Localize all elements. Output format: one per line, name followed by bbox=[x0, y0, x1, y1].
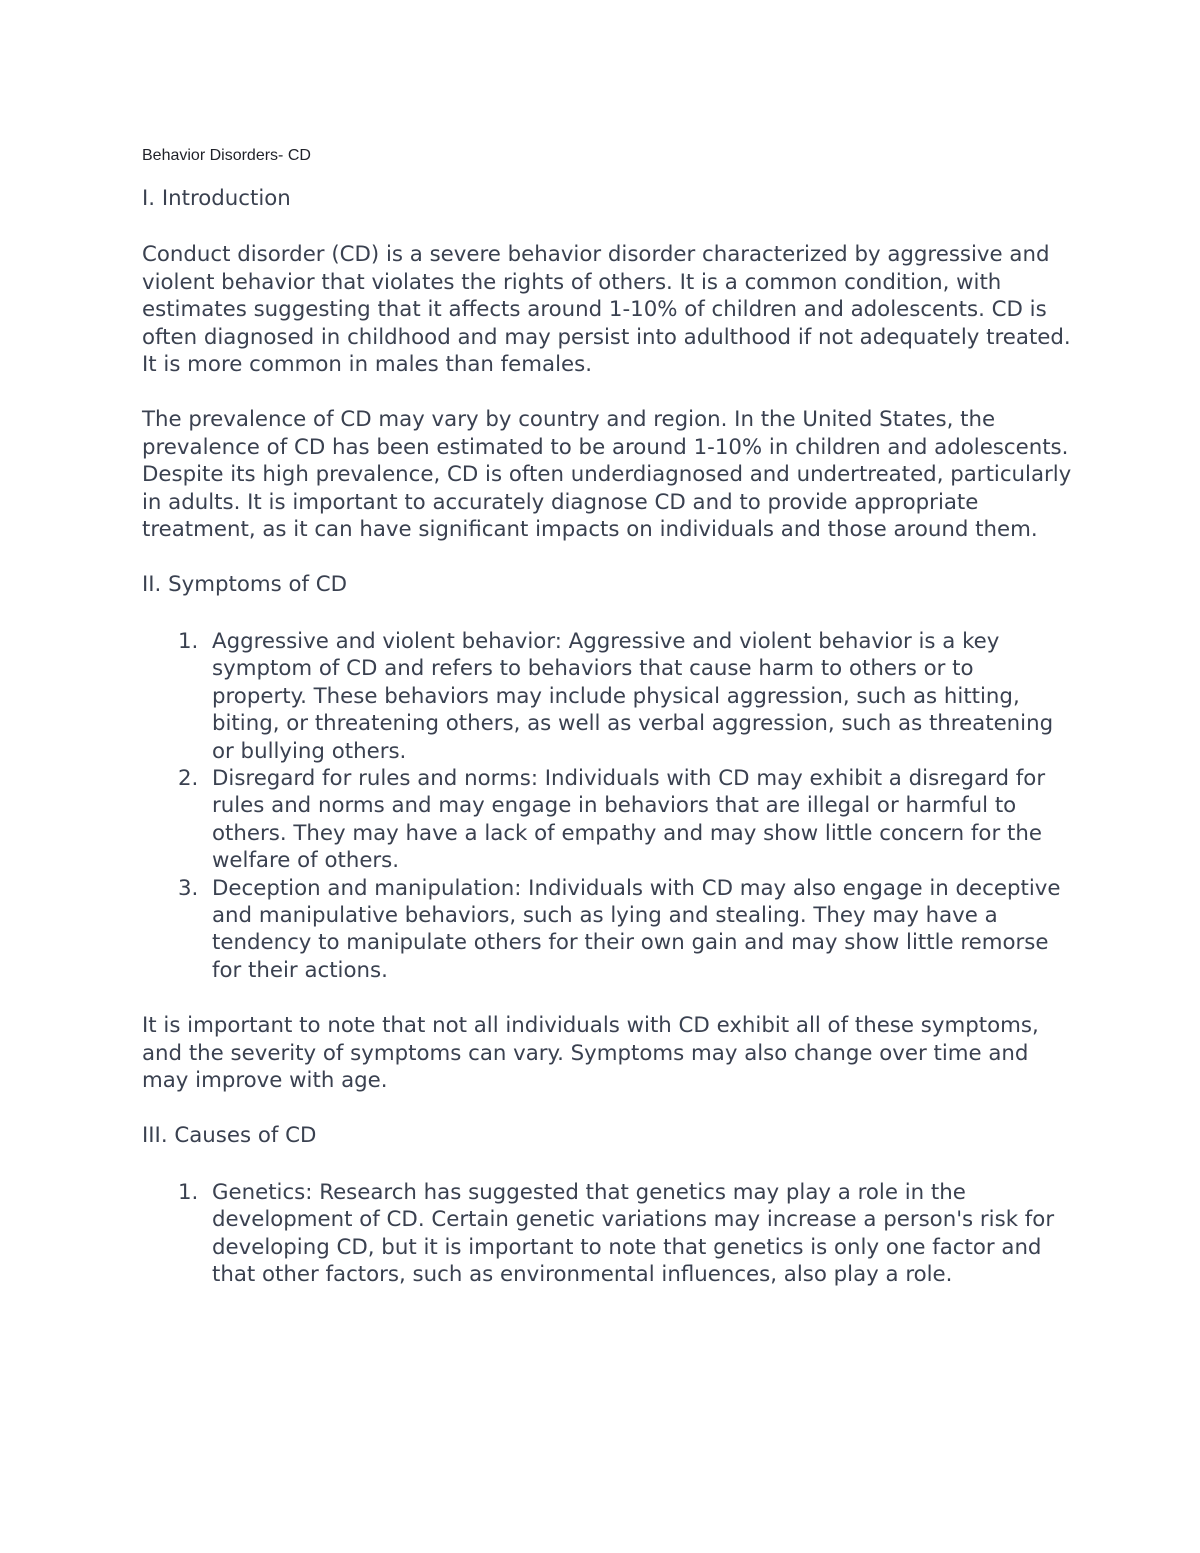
list-item-text: Deception and manipulation: Individuals with CD may also engage in deceptive and manipulative behaviors, such as lying and stealing. They may have a tendency to manipulate others for their own gain and may show little remorse for their actions. bbox=[212, 875, 1061, 983]
section-heading-introduction: I. Introduction bbox=[142, 186, 291, 211]
section-heading-symptoms: II. Symptoms of CD bbox=[142, 572, 348, 598]
list-item-text: Genetics: Research has suggested that genetics may play a role in the development of CD. Certain genetic variations may increase a person's risk for developing CD, but it is important to note that genetics is only one factor and that other factors, such as environmental influences, also play a role. bbox=[212, 1179, 1055, 1287]
list-number: 3. bbox=[178, 875, 199, 901]
list-number: 1. bbox=[178, 1179, 199, 1205]
list-item bbox=[142, 875, 1072, 985]
list-item-text: Disregard for rules and norms: Individuals with CD may exhibit a disregard for rules and norms and may engage in behaviors that are illegal or harmful to others. They may have a lack of empathy and may show little concern for the welfare of others. bbox=[212, 765, 1046, 874]
list-item bbox=[142, 765, 1072, 875]
list-number: 2. bbox=[178, 765, 199, 791]
list-item bbox=[142, 1179, 1072, 1289]
causes-list bbox=[142, 1179, 1072, 1289]
symptoms-closing-paragraph: It is important to note that not all individuals with CD exhibit all of these symptoms, and the severity of symptoms can vary. Symptoms may also change over time and may improve with age. bbox=[142, 1013, 1039, 1093]
symptoms-list bbox=[142, 628, 1072, 984]
intro-paragraph-1: Conduct disorder (CD) is a severe behavior disorder characterized by aggressive and violent behavior that violates the rights of others. It is a common condition, with estimates suggesting that it affects around 1-10% of children and adolescents. CD is often diagnosed in childhood and may persist into adulthood if not adequately treated. It is more common in males than females. bbox=[142, 242, 1071, 378]
list-item bbox=[142, 628, 1072, 765]
document-title: Behavior Disorders- CD bbox=[142, 147, 311, 164]
list-item-text: Aggressive and violent behavior: Aggressive and violent behavior is a key symptom of CD and refers to behaviors that cause harm to others or to property. These behaviors may include physical aggression, such as hitting, biting, or threatening others, as well as verbal aggression, such as threatening or bullying others. bbox=[212, 628, 1054, 764]
intro-paragraph-2: The prevalence of CD may vary by country and region. In the United States, the prevalence of CD has been estimated to be around 1-10% in children and adolescents. Despite its high prevalence, CD is often underdiagnosed and undertreated, particularly in adults. It is important to accurately diagnose CD and to provide appropriate treatment, as it can have significant impacts on individuals and those around them. bbox=[142, 407, 1072, 543]
document-page bbox=[142, 144, 1072, 1316]
list-number: 1. bbox=[178, 628, 199, 654]
section-heading-causes: III. Causes of CD bbox=[142, 1123, 317, 1149]
